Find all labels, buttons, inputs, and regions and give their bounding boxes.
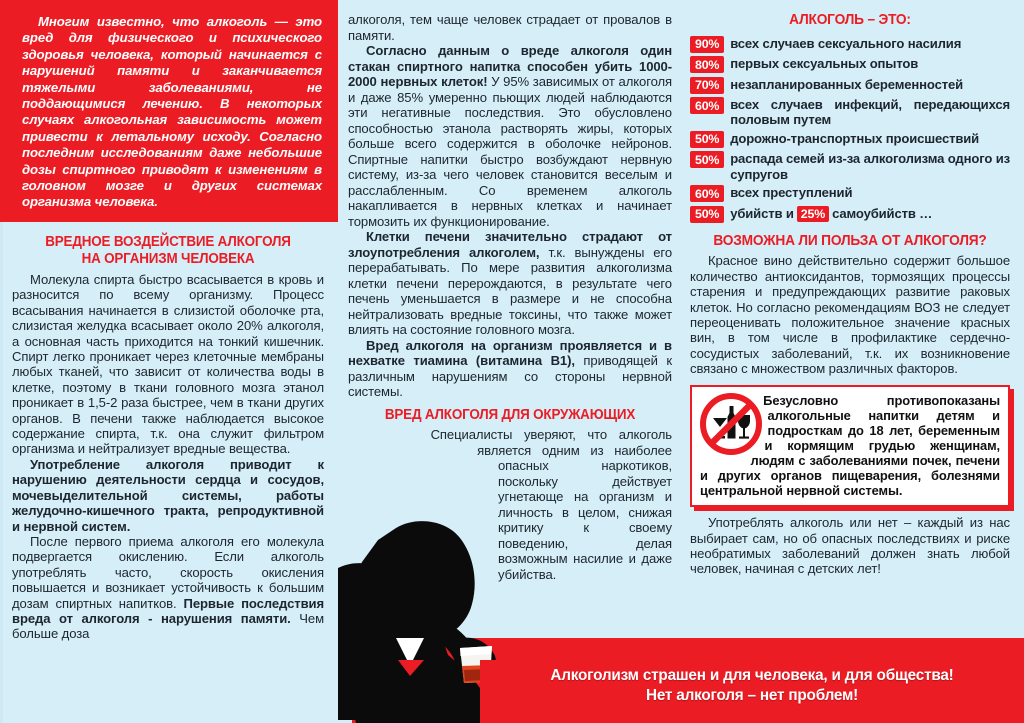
stat-percent-badge: 70% — [690, 77, 724, 94]
stat-murders-after: самоубийств … — [832, 205, 933, 221]
stat-label: дорожно-транспортных происшествий — [730, 130, 980, 146]
left-para-oxidation-end: Чем больше доза — [12, 610, 324, 642]
stats-heading: АЛКОГОЛЬ – ЭТО: — [789, 12, 911, 28]
slogan-line-1: Алкоголизм страшен и для человека, и для общества! — [550, 667, 954, 684]
intro-paragraph: Многим известно, что алкоголь — это вред для физического и психического здоровья человека, который начинается с нарушений памяти и заканчивается тяжелыми заболеваниями, не поддающимися лечению. В некоторых случаях алкогольная зависимость может привести к летальному исходу. Согласно последним исследованиям даже небольшие дозы спиртного приводят к изменениям в головном мозге и других системах организма человека. — [22, 14, 322, 210]
stat-label: первых сексуальных опытов — [730, 56, 919, 71]
stat-percent-badge: 50% — [690, 131, 724, 148]
stat-label: распада семей из-за алкоголизма одного из супругов — [730, 151, 1010, 182]
stat-percent-badge: 50% — [690, 206, 724, 223]
stat-percent-badge-suicide: 25% — [797, 206, 829, 222]
left-paragraph-oxidation — [12, 534, 324, 642]
contraindication-text: Безусловно противопоказаны алкогольные напитки детям и подросткам до 18 лет, беременным и кормящим грудью женщинам, людям с заболеваниями почек, печени и других органов пищеварения, болезнями центральной нервной системы. — [700, 392, 1000, 499]
contraindication-box — [690, 385, 1010, 508]
stat-row — [690, 151, 1010, 181]
middle-wrap-zone — [348, 427, 672, 582]
middle-paragraph-liver — [348, 229, 672, 338]
left-paragraph-systems-bold: Употребление алкоголя приводит к нарушению деятельности сердца и сосудов, мочевыделительной системы, работы желудочно-кишечного тракта, репродуктивной и нервной систем. — [12, 456, 324, 534]
closing-paragraph: Употреблять алкоголь или нет – каждый из нас выбирает сам, но об опасных последствиях и риске необратимых заболеваний должен знать любой человек, начиная с детских лет! — [690, 515, 1010, 577]
banner-red-wedge — [352, 660, 482, 723]
stat-row — [690, 97, 1010, 127]
left-column — [0, 0, 338, 723]
left-paragraph-absorption: Молекула спирта быстро всасывается в кровь и разносится по всему организму. Процесс всасывания начинается в слизистой оболочке рта, слизистая желудка всасывает около 20% алкоголя, а основная часть приходится на тонкий кишечник. Спирт легко проникает через клеточные мембраны любых тканей, что зависит от количества воды в клетке, поэтому в ткани головного мозга этанол проникает в 1,5-2 раза быстрее, чем в ткани других органов. В печени также наблюдается высокое содержание спирта, т.к. она служит фильтром организма и нейтрализует вредные вещества. — [12, 272, 324, 457]
left-column-body — [0, 222, 338, 692]
middle-para-thiamine-bold: Вред алкоголя на организм проявляется и в нехватке тиамина (витамина В1), — [348, 337, 672, 368]
stat-row — [690, 77, 1010, 94]
middle-column — [338, 0, 680, 723]
middle-paragraph-continuation: алкоголя, тем чаще человек страдает от провалов в памяти. — [348, 12, 672, 43]
left-heading — [21, 234, 314, 267]
stat-percent-badge: 60% — [690, 185, 724, 202]
left-heading-line1: ВРЕДНОЕ ВОЗДЕЙСТВИЕ АЛКОГОЛЯ — [45, 234, 291, 250]
stat-label: всех случаев сексуального насилия — [730, 35, 962, 51]
middle-paragraph-others: Специалисты уверяют, что алкоголь является одним из наиболее опасных наркотиков, поскольку действует угнетающе на организм и личность в целом, снижая критику к своему поведению, делая возможным насилие и даже убийства. — [430, 427, 672, 582]
left-heading-line2: НА ОРГАНИЗМ ЧЕЛОВЕКА — [81, 250, 255, 267]
slogan-line-2: Нет алкоголя – нет проблем! — [645, 687, 858, 704]
stat-row-murders — [690, 206, 1010, 223]
stat-label: всех преступлений — [730, 185, 853, 201]
stat-label: незапланированных беременностей — [730, 76, 964, 92]
middle-paragraph-nerve-cells — [348, 43, 672, 229]
right-column — [680, 0, 1024, 723]
no-alcohol-icon — [700, 393, 762, 455]
benefit-paragraph: Красное вино действительно содержит большое количество антиоксидантов, тормозящих процессы старения и предупреждающих развитие раковых клеток. Но согласно рекомендациям ВОЗ не следует переоценивать положительное значение красных вин, в том числе в профилактике сердечно-сосудистых заболеваний, т.к. их возникновение связано с множеством различных факторов. — [690, 253, 1010, 377]
stat-percent-badge: 60% — [690, 97, 724, 114]
stat-label-murders — [730, 206, 1010, 222]
middle-para-liver-rest: т.к. вынуждены его перерабатывать. По мере развития алкоголизма клетки печени перерождаются, в результате чего печень уменьшается в размере и не способна нейтрализовать вредные токсины, что также может влиять на состояние головного мозга. — [348, 244, 673, 337]
stat-row — [690, 185, 1010, 202]
middle-para-thiamine-rest: приводящей к различным нарушениям со стороны нервной системы. — [348, 353, 672, 399]
stat-percent-badge: 80% — [690, 56, 724, 73]
stat-row — [690, 36, 1010, 53]
intro-red-block — [0, 0, 338, 222]
bottom-slogan-banner — [480, 660, 1024, 723]
middle-para-nerve-rest: У 95% зависимых от алкоголя и даже 85% умеренно пьющих людей наблюдаются эти негативные последствия. Это обусловлено способностью этанола растворять жиры, которых больше всего содержится в оболочке нейронов. Спиртные напитки быстро возбуждают нервную систему, из-за чего человек становится веселым и расслабленным. Со временем алкоголь накапливается в нервных клетках и начинает тормозить их функционирование. — [348, 74, 673, 229]
benefit-heading: ВОЗМОЖНА ЛИ ПОЛЬЗА ОТ АЛКОГОЛЯ? — [713, 232, 987, 249]
silhouette-text-wrap-spacer — [348, 427, 498, 627]
middle-paragraph-thiamine — [348, 338, 672, 400]
stat-label: всех случаев инфекций, передающихся половым путем — [730, 97, 1010, 128]
middle-heading-others: ВРЕД АЛКОГОЛЯ ДЛЯ ОКРУЖАЮЩИХ — [384, 406, 636, 423]
left-para-oxidation-start: После первого приема алкоголя его молекула подвергается окислению. Если алкоголь употреблять часто, скорость окисления повышается и возникает устойчивость к большим дозам спиртных напитков. — [12, 533, 324, 611]
stat-row — [690, 131, 1010, 148]
left-para-oxidation-bold: Первые последствия вреда от алкоголя - нарушения памяти. — [12, 595, 325, 626]
stat-percent-badge: 90% — [690, 36, 724, 53]
stat-murders-before: убийств и — [730, 205, 794, 221]
left-paragraph-systems — [12, 457, 324, 534]
stat-row — [690, 56, 1010, 73]
middle-para-liver-bold: Клетки печени значительно страдают от злоупотребления алкоголем, — [348, 229, 672, 260]
stat-percent-badge: 50% — [690, 151, 724, 168]
middle-para-nerve-bold: Согласно данным о вреде алкоголя один стакан спиртного напитка способен убить 1000-2000 нервных клеток! — [348, 43, 672, 89]
stats-list — [690, 36, 1010, 223]
